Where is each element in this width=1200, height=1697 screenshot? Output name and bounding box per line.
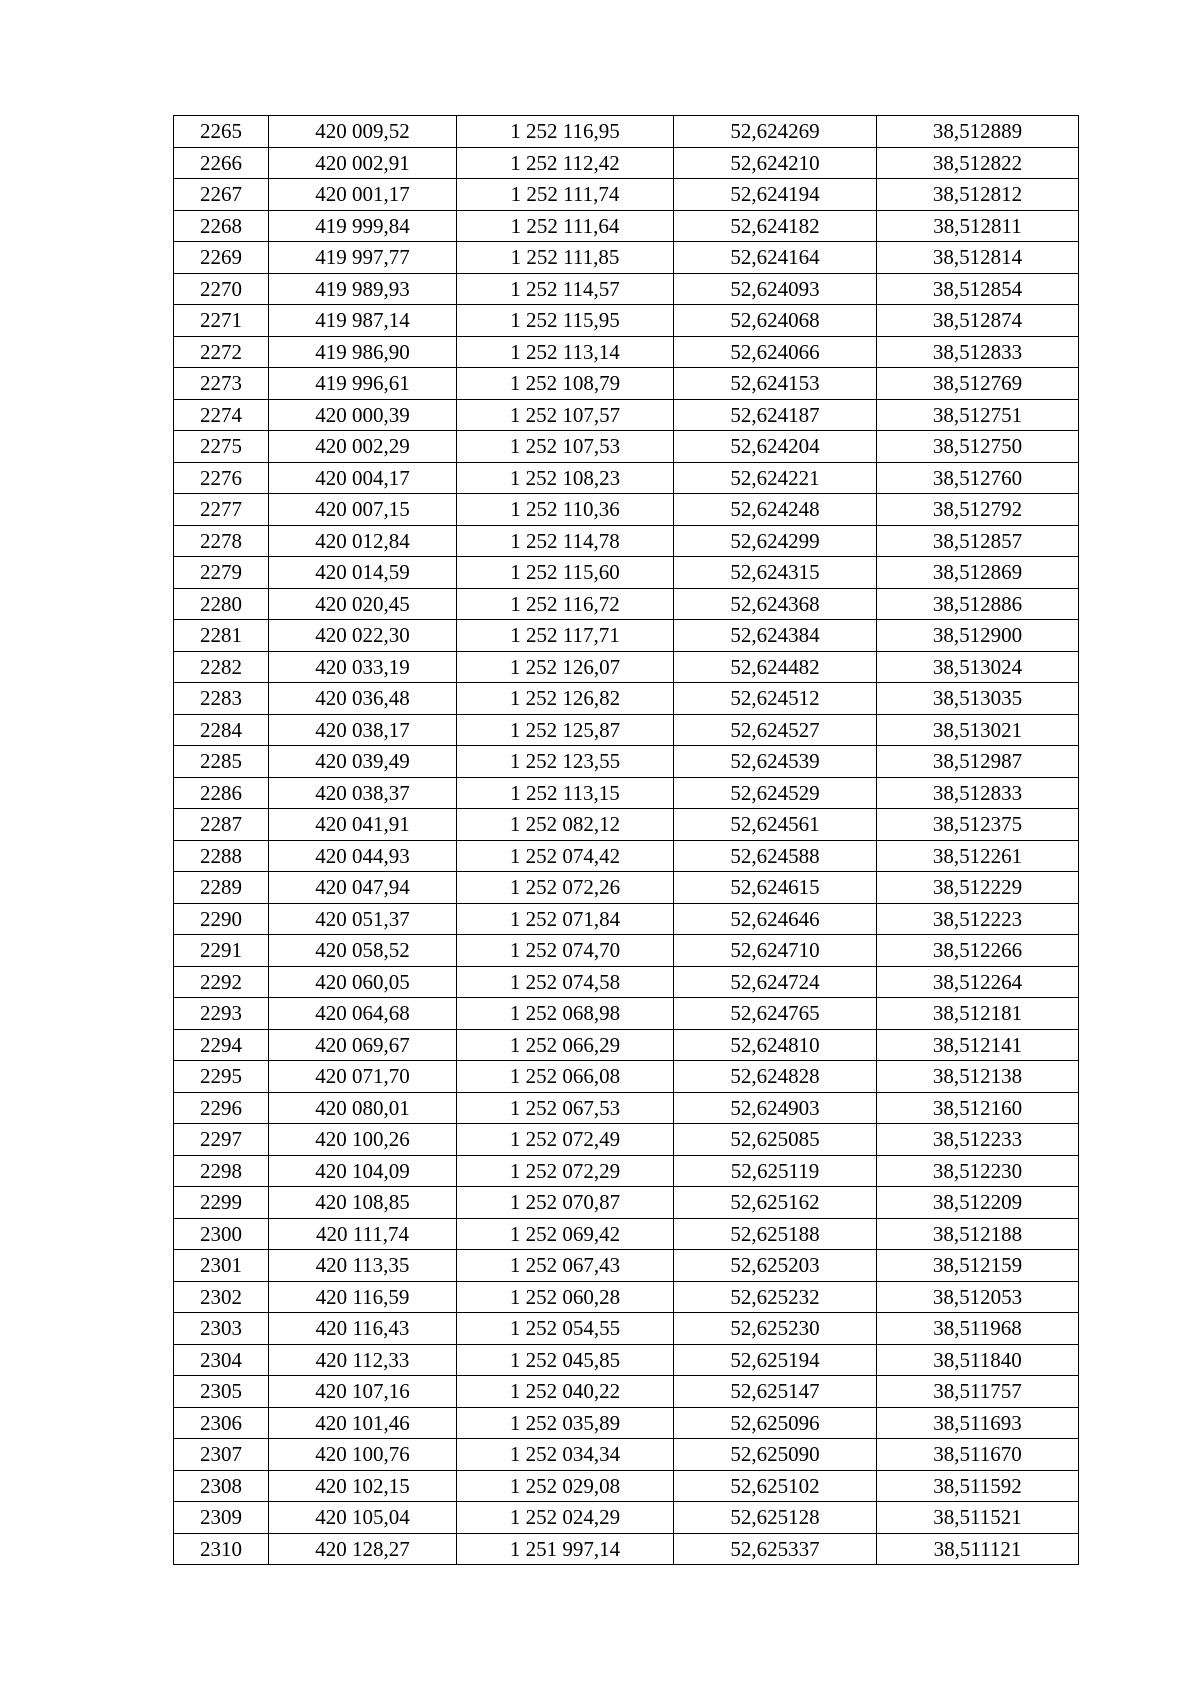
y-coordinate-cell: 1 252 111,85	[457, 242, 674, 274]
table-row	[174, 777, 1079, 809]
x-coordinate-cell: 419 999,84	[269, 210, 457, 242]
y-coordinate-cell: 1 252 123,55	[457, 746, 674, 778]
y-coordinate-cell: 1 252 035,89	[457, 1407, 674, 1439]
longitude-cell: 38,511592	[877, 1470, 1079, 1502]
point-number-cell: 2279	[174, 557, 269, 589]
point-number-cell: 2266	[174, 147, 269, 179]
latitude-cell: 52,624724	[674, 966, 877, 998]
y-coordinate-cell: 1 252 117,71	[457, 620, 674, 652]
longitude-cell: 38,512159	[877, 1250, 1079, 1282]
y-coordinate-cell: 1 252 114,57	[457, 273, 674, 305]
latitude-cell: 52,625194	[674, 1344, 877, 1376]
latitude-cell: 52,624066	[674, 336, 877, 368]
longitude-cell: 38,512229	[877, 872, 1079, 904]
longitude-cell: 38,512769	[877, 368, 1079, 400]
y-coordinate-cell: 1 252 066,29	[457, 1029, 674, 1061]
latitude-cell: 52,624068	[674, 305, 877, 337]
y-coordinate-cell: 1 252 107,57	[457, 399, 674, 431]
latitude-cell: 52,624368	[674, 588, 877, 620]
point-number-cell: 2285	[174, 746, 269, 778]
table-row	[174, 494, 1079, 526]
x-coordinate-cell: 420 100,26	[269, 1124, 457, 1156]
table-row	[174, 431, 1079, 463]
longitude-cell: 38,512833	[877, 336, 1079, 368]
x-coordinate-cell: 419 989,93	[269, 273, 457, 305]
x-coordinate-cell: 420 012,84	[269, 525, 457, 557]
latitude-cell: 52,624187	[674, 399, 877, 431]
table-row	[174, 116, 1079, 148]
longitude-cell: 38,512230	[877, 1155, 1079, 1187]
point-number-cell: 2265	[174, 116, 269, 148]
latitude-cell: 52,624828	[674, 1061, 877, 1093]
y-coordinate-cell: 1 252 113,15	[457, 777, 674, 809]
y-coordinate-cell: 1 252 070,87	[457, 1187, 674, 1219]
y-coordinate-cell: 1 252 108,23	[457, 462, 674, 494]
latitude-cell: 52,625162	[674, 1187, 877, 1219]
x-coordinate-cell: 420 009,52	[269, 116, 457, 148]
point-number-cell: 2270	[174, 273, 269, 305]
point-number-cell: 2309	[174, 1502, 269, 1534]
y-coordinate-cell: 1 252 116,72	[457, 588, 674, 620]
x-coordinate-cell: 420 007,15	[269, 494, 457, 526]
table-row	[174, 1439, 1079, 1471]
x-coordinate-cell: 420 044,93	[269, 840, 457, 872]
table-row	[174, 714, 1079, 746]
y-coordinate-cell: 1 252 112,42	[457, 147, 674, 179]
latitude-cell: 52,624646	[674, 903, 877, 935]
longitude-cell: 38,512264	[877, 966, 1079, 998]
longitude-cell: 38,512987	[877, 746, 1079, 778]
longitude-cell: 38,512138	[877, 1061, 1079, 1093]
point-number-cell: 2272	[174, 336, 269, 368]
latitude-cell: 52,624539	[674, 746, 877, 778]
table-row	[174, 809, 1079, 841]
latitude-cell: 52,625090	[674, 1439, 877, 1471]
table-row	[174, 1124, 1079, 1156]
x-coordinate-cell: 420 113,35	[269, 1250, 457, 1282]
point-number-cell: 2304	[174, 1344, 269, 1376]
table-row	[174, 651, 1079, 683]
point-number-cell: 2306	[174, 1407, 269, 1439]
point-number-cell: 2301	[174, 1250, 269, 1282]
longitude-cell: 38,512188	[877, 1218, 1079, 1250]
longitude-cell: 38,512751	[877, 399, 1079, 431]
table-row	[174, 305, 1079, 337]
x-coordinate-cell: 420 022,30	[269, 620, 457, 652]
table-row	[174, 1533, 1079, 1565]
latitude-cell: 52,624299	[674, 525, 877, 557]
longitude-cell: 38,511693	[877, 1407, 1079, 1439]
x-coordinate-cell: 419 986,90	[269, 336, 457, 368]
table-row	[174, 1313, 1079, 1345]
longitude-cell: 38,512889	[877, 116, 1079, 148]
table-row	[174, 336, 1079, 368]
longitude-cell: 38,512857	[877, 525, 1079, 557]
point-number-cell: 2299	[174, 1187, 269, 1219]
latitude-cell: 52,624315	[674, 557, 877, 589]
point-number-cell: 2297	[174, 1124, 269, 1156]
coordinates-table	[173, 115, 1079, 1565]
y-coordinate-cell: 1 252 072,49	[457, 1124, 674, 1156]
y-coordinate-cell: 1 252 113,14	[457, 336, 674, 368]
y-coordinate-cell: 1 252 024,29	[457, 1502, 674, 1534]
y-coordinate-cell: 1 252 074,58	[457, 966, 674, 998]
point-number-cell: 2305	[174, 1376, 269, 1408]
table-row	[174, 1187, 1079, 1219]
x-coordinate-cell: 420 100,76	[269, 1439, 457, 1471]
table-row	[174, 1470, 1079, 1502]
x-coordinate-cell: 420 002,91	[269, 147, 457, 179]
point-number-cell: 2289	[174, 872, 269, 904]
x-coordinate-cell: 420 058,52	[269, 935, 457, 967]
x-coordinate-cell: 420 080,01	[269, 1092, 457, 1124]
x-coordinate-cell: 420 020,45	[269, 588, 457, 620]
latitude-cell: 52,624248	[674, 494, 877, 526]
longitude-cell: 38,512833	[877, 777, 1079, 809]
latitude-cell: 52,624588	[674, 840, 877, 872]
latitude-cell: 52,624384	[674, 620, 877, 652]
latitude-cell: 52,624512	[674, 683, 877, 715]
x-coordinate-cell: 420 102,15	[269, 1470, 457, 1502]
x-coordinate-cell: 420 111,74	[269, 1218, 457, 1250]
latitude-cell: 52,625102	[674, 1470, 877, 1502]
point-number-cell: 2277	[174, 494, 269, 526]
longitude-cell: 38,512375	[877, 809, 1079, 841]
x-coordinate-cell: 420 112,33	[269, 1344, 457, 1376]
x-coordinate-cell: 419 997,77	[269, 242, 457, 274]
point-number-cell: 2278	[174, 525, 269, 557]
point-number-cell: 2273	[174, 368, 269, 400]
y-coordinate-cell: 1 252 111,64	[457, 210, 674, 242]
y-coordinate-cell: 1 252 060,28	[457, 1281, 674, 1313]
x-coordinate-cell: 420 064,68	[269, 998, 457, 1030]
table-row	[174, 683, 1079, 715]
table-row	[174, 903, 1079, 935]
point-number-cell: 2287	[174, 809, 269, 841]
point-number-cell: 2298	[174, 1155, 269, 1187]
x-coordinate-cell: 420 071,70	[269, 1061, 457, 1093]
longitude-cell: 38,512812	[877, 179, 1079, 211]
y-coordinate-cell: 1 252 116,95	[457, 116, 674, 148]
longitude-cell: 38,512874	[877, 305, 1079, 337]
longitude-cell: 38,511670	[877, 1439, 1079, 1471]
longitude-cell: 38,512233	[877, 1124, 1079, 1156]
latitude-cell: 52,624221	[674, 462, 877, 494]
x-coordinate-cell: 420 128,27	[269, 1533, 457, 1565]
coordinates-table-body	[174, 116, 1079, 1565]
point-number-cell: 2275	[174, 431, 269, 463]
y-coordinate-cell: 1 252 068,98	[457, 998, 674, 1030]
point-number-cell: 2291	[174, 935, 269, 967]
point-number-cell: 2286	[174, 777, 269, 809]
table-row	[174, 746, 1079, 778]
table-row	[174, 210, 1079, 242]
longitude-cell: 38,512261	[877, 840, 1079, 872]
table-row	[174, 1218, 1079, 1250]
y-coordinate-cell: 1 252 126,07	[457, 651, 674, 683]
x-coordinate-cell: 420 004,17	[269, 462, 457, 494]
latitude-cell: 52,625203	[674, 1250, 877, 1282]
point-number-cell: 2295	[174, 1061, 269, 1093]
x-coordinate-cell: 420 107,16	[269, 1376, 457, 1408]
latitude-cell: 52,625128	[674, 1502, 877, 1534]
point-number-cell: 2303	[174, 1313, 269, 1345]
longitude-cell: 38,512181	[877, 998, 1079, 1030]
longitude-cell: 38,511121	[877, 1533, 1079, 1565]
latitude-cell: 52,624164	[674, 242, 877, 274]
y-coordinate-cell: 1 252 029,08	[457, 1470, 674, 1502]
longitude-cell: 38,512760	[877, 462, 1079, 494]
y-coordinate-cell: 1 252 067,43	[457, 1250, 674, 1282]
table-row	[174, 368, 1079, 400]
x-coordinate-cell: 420 041,91	[269, 809, 457, 841]
x-coordinate-cell: 420 033,19	[269, 651, 457, 683]
longitude-cell: 38,511757	[877, 1376, 1079, 1408]
table-row	[174, 462, 1079, 494]
table-row	[174, 242, 1079, 274]
longitude-cell: 38,512266	[877, 935, 1079, 967]
point-number-cell: 2290	[174, 903, 269, 935]
table-row	[174, 872, 1079, 904]
longitude-cell: 38,512869	[877, 557, 1079, 589]
latitude-cell: 52,624482	[674, 651, 877, 683]
point-number-cell: 2284	[174, 714, 269, 746]
table-row	[174, 935, 1079, 967]
y-coordinate-cell: 1 252 054,55	[457, 1313, 674, 1345]
latitude-cell: 52,624210	[674, 147, 877, 179]
y-coordinate-cell: 1 252 074,42	[457, 840, 674, 872]
longitude-cell: 38,513024	[877, 651, 1079, 683]
table-row	[174, 1061, 1079, 1093]
y-coordinate-cell: 1 251 997,14	[457, 1533, 674, 1565]
point-number-cell: 2294	[174, 1029, 269, 1061]
x-coordinate-cell: 419 996,61	[269, 368, 457, 400]
point-number-cell: 2267	[174, 179, 269, 211]
longitude-cell: 38,512900	[877, 620, 1079, 652]
y-coordinate-cell: 1 252 066,08	[457, 1061, 674, 1093]
y-coordinate-cell: 1 252 071,84	[457, 903, 674, 935]
longitude-cell: 38,511968	[877, 1313, 1079, 1345]
y-coordinate-cell: 1 252 074,70	[457, 935, 674, 967]
table-row	[174, 620, 1079, 652]
y-coordinate-cell: 1 252 126,82	[457, 683, 674, 715]
longitude-cell: 38,513021	[877, 714, 1079, 746]
longitude-cell: 38,512053	[877, 1281, 1079, 1313]
x-coordinate-cell: 420 060,05	[269, 966, 457, 998]
longitude-cell: 38,512811	[877, 210, 1079, 242]
longitude-cell: 38,512792	[877, 494, 1079, 526]
table-row	[174, 179, 1079, 211]
x-coordinate-cell: 420 038,17	[269, 714, 457, 746]
table-row	[174, 1407, 1079, 1439]
y-coordinate-cell: 1 252 067,53	[457, 1092, 674, 1124]
x-coordinate-cell: 420 116,59	[269, 1281, 457, 1313]
longitude-cell: 38,512223	[877, 903, 1079, 935]
point-number-cell: 2308	[174, 1470, 269, 1502]
x-coordinate-cell: 420 038,37	[269, 777, 457, 809]
latitude-cell: 52,625337	[674, 1533, 877, 1565]
latitude-cell: 52,625230	[674, 1313, 877, 1345]
point-number-cell: 2280	[174, 588, 269, 620]
x-coordinate-cell: 420 104,09	[269, 1155, 457, 1187]
y-coordinate-cell: 1 252 107,53	[457, 431, 674, 463]
latitude-cell: 52,625085	[674, 1124, 877, 1156]
x-coordinate-cell: 420 000,39	[269, 399, 457, 431]
x-coordinate-cell: 420 047,94	[269, 872, 457, 904]
table-row	[174, 273, 1079, 305]
x-coordinate-cell: 420 036,48	[269, 683, 457, 715]
x-coordinate-cell: 420 051,37	[269, 903, 457, 935]
point-number-cell: 2302	[174, 1281, 269, 1313]
x-coordinate-cell: 420 105,04	[269, 1502, 457, 1534]
x-coordinate-cell: 420 014,59	[269, 557, 457, 589]
x-coordinate-cell: 420 101,46	[269, 1407, 457, 1439]
point-number-cell: 2281	[174, 620, 269, 652]
y-coordinate-cell: 1 252 072,26	[457, 872, 674, 904]
longitude-cell: 38,512750	[877, 431, 1079, 463]
longitude-cell: 38,512141	[877, 1029, 1079, 1061]
longitude-cell: 38,512822	[877, 147, 1079, 179]
x-coordinate-cell: 420 001,17	[269, 179, 457, 211]
longitude-cell: 38,512209	[877, 1187, 1079, 1219]
latitude-cell: 52,624182	[674, 210, 877, 242]
x-coordinate-cell: 420 039,49	[269, 746, 457, 778]
point-number-cell: 2307	[174, 1439, 269, 1471]
table-row	[174, 557, 1079, 589]
latitude-cell: 52,624810	[674, 1029, 877, 1061]
x-coordinate-cell: 419 987,14	[269, 305, 457, 337]
latitude-cell: 52,625188	[674, 1218, 877, 1250]
point-number-cell: 2274	[174, 399, 269, 431]
latitude-cell: 52,624710	[674, 935, 877, 967]
longitude-cell: 38,512854	[877, 273, 1079, 305]
latitude-cell: 52,624204	[674, 431, 877, 463]
latitude-cell: 52,624527	[674, 714, 877, 746]
point-number-cell: 2268	[174, 210, 269, 242]
longitude-cell: 38,511521	[877, 1502, 1079, 1534]
table-row	[174, 1250, 1079, 1282]
y-coordinate-cell: 1 252 115,60	[457, 557, 674, 589]
latitude-cell: 52,625147	[674, 1376, 877, 1408]
point-number-cell: 2293	[174, 998, 269, 1030]
y-coordinate-cell: 1 252 040,22	[457, 1376, 674, 1408]
table-row	[174, 147, 1079, 179]
latitude-cell: 52,625232	[674, 1281, 877, 1313]
table-row	[174, 1376, 1079, 1408]
point-number-cell: 2300	[174, 1218, 269, 1250]
point-number-cell: 2292	[174, 966, 269, 998]
x-coordinate-cell: 420 116,43	[269, 1313, 457, 1345]
table-row	[174, 840, 1079, 872]
point-number-cell: 2296	[174, 1092, 269, 1124]
latitude-cell: 52,624903	[674, 1092, 877, 1124]
table-row	[174, 1344, 1079, 1376]
latitude-cell: 52,624561	[674, 809, 877, 841]
latitude-cell: 52,624194	[674, 179, 877, 211]
table-row	[174, 1155, 1079, 1187]
longitude-cell: 38,512886	[877, 588, 1079, 620]
x-coordinate-cell: 420 069,67	[269, 1029, 457, 1061]
table-row	[174, 588, 1079, 620]
table-row	[174, 1502, 1079, 1534]
point-number-cell: 2269	[174, 242, 269, 274]
point-number-cell: 2276	[174, 462, 269, 494]
point-number-cell: 2283	[174, 683, 269, 715]
point-number-cell: 2310	[174, 1533, 269, 1565]
table-row	[174, 525, 1079, 557]
table-row	[174, 1281, 1079, 1313]
longitude-cell: 38,512160	[877, 1092, 1079, 1124]
table-row	[174, 966, 1079, 998]
y-coordinate-cell: 1 252 045,85	[457, 1344, 674, 1376]
longitude-cell: 38,513035	[877, 683, 1079, 715]
y-coordinate-cell: 1 252 034,34	[457, 1439, 674, 1471]
y-coordinate-cell: 1 252 110,36	[457, 494, 674, 526]
longitude-cell: 38,511840	[877, 1344, 1079, 1376]
point-number-cell: 2271	[174, 305, 269, 337]
table-row	[174, 399, 1079, 431]
x-coordinate-cell: 420 108,85	[269, 1187, 457, 1219]
latitude-cell: 52,624153	[674, 368, 877, 400]
longitude-cell: 38,512814	[877, 242, 1079, 274]
latitude-cell: 52,625096	[674, 1407, 877, 1439]
latitude-cell: 52,624765	[674, 998, 877, 1030]
y-coordinate-cell: 1 252 125,87	[457, 714, 674, 746]
table-row	[174, 998, 1079, 1030]
latitude-cell: 52,624269	[674, 116, 877, 148]
y-coordinate-cell: 1 252 111,74	[457, 179, 674, 211]
y-coordinate-cell: 1 252 114,78	[457, 525, 674, 557]
latitude-cell: 52,624093	[674, 273, 877, 305]
y-coordinate-cell: 1 252 108,79	[457, 368, 674, 400]
latitude-cell: 52,624615	[674, 872, 877, 904]
y-coordinate-cell: 1 252 082,12	[457, 809, 674, 841]
x-coordinate-cell: 420 002,29	[269, 431, 457, 463]
y-coordinate-cell: 1 252 072,29	[457, 1155, 674, 1187]
y-coordinate-cell: 1 252 069,42	[457, 1218, 674, 1250]
table-row	[174, 1092, 1079, 1124]
point-number-cell: 2288	[174, 840, 269, 872]
y-coordinate-cell: 1 252 115,95	[457, 305, 674, 337]
point-number-cell: 2282	[174, 651, 269, 683]
latitude-cell: 52,624529	[674, 777, 877, 809]
table-row	[174, 1029, 1079, 1061]
latitude-cell: 52,625119	[674, 1155, 877, 1187]
